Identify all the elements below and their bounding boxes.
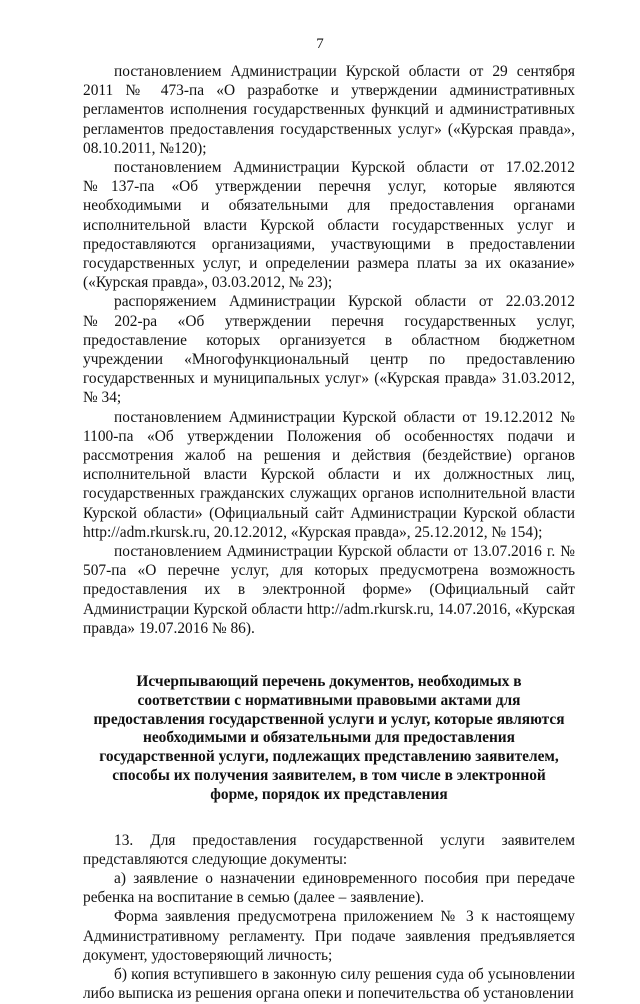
paragraph-decree-1100: постановлением Администрации Курской области от 19.12.2012 № 1100-па «Об утверждении Положения об особенностях подачи и рассмотрения жалоб на решения и действия (бездействие) органов исполнительной власти Курской области и их должностных лиц, государственных гражданских служащих органов исполнительной власти Курской области» (Официальный сайт Администрации Курской области http://adm.rkursk.ru, 20.12.2012, «Курская правда», 25.12.2012, № 154); [83,408,575,541]
section-heading: Исчерпывающий перечень документов, необходимых в соответствии с нормативными правовыми актами для предоставления государственной услуги и услуг, которые являются необходимыми и обязательными для предоставления государственной услуги, подлежащих представлению заявителем, способы их получения заявителем, в том числе в электронной форме, порядок их представления [93,673,565,803]
paragraph-form-note: Форма заявления предусмотрена приложением № 3 к настоящему Административному регламенту. При подаче заявления предъявляется документ, удостоверяющий личность; [83,908,575,964]
paragraph-item-b: б) копия вступившего в законную силу решения суда об усыновлении либо выписка из решения органа опеки и попечительства об установлении [83,966,575,1003]
paragraph-decree-137: постановлением Администрации Курской области от 17.02.2012 №137-па «Об утверждении перечня услуг, которые являются необходимыми и обязательными для предоставления органами исполнительной власти Курской области государственных услуг и предоставляются организациями, участвующими в предоставлении государственных услуг, и определении размера платы за их оказание» («Курская правда», 03.03.2012, № 23); [83,159,575,292]
paragraph-item-a: а) заявление о назначении единовременного пособия при передаче ребенка на воспитание в семью (далее – заявление). [83,870,575,907]
paragraph-decree-473: постановлением Администрации Курской области от 29 сентября 2011 № 473-па «О разработке и утверждении административных регламентов исполнения государственных функций и административных регламентов предоставления государственных услуг» («Курская правда», 08.10.2011, №120); [83,63,575,157]
document-body [83,62,575,1004]
page-number: 7 [316,36,324,52]
paragraph-order-202: распоряжением Администрации Курской области от 22.03.2012 №202-ра «Об утверждении перечня государственных услуг, предоставление которых организуется в областном бюджетном учреждении «Многофункциональный центр по предоставлению государственных и муниципальных услуг» («Курская правда» 31.03.2012, № 34; [83,293,575,407]
paragraph-item-13: 13. Для предоставления государственной услуги заявителем представляются следующие документы: [83,831,575,868]
paragraph-decree-507: постановлением Администрации Курской области от 13.07.2016 г. № 507-па «О перечне услуг, для которых предусмотрена возможность предоставления их в электронной форме» (Официальный сайт Администрации Курской области http://adm.rkursk.ru, 14.07.2016, «Курская правда» 19.07.2016 № 86). [83,543,575,637]
